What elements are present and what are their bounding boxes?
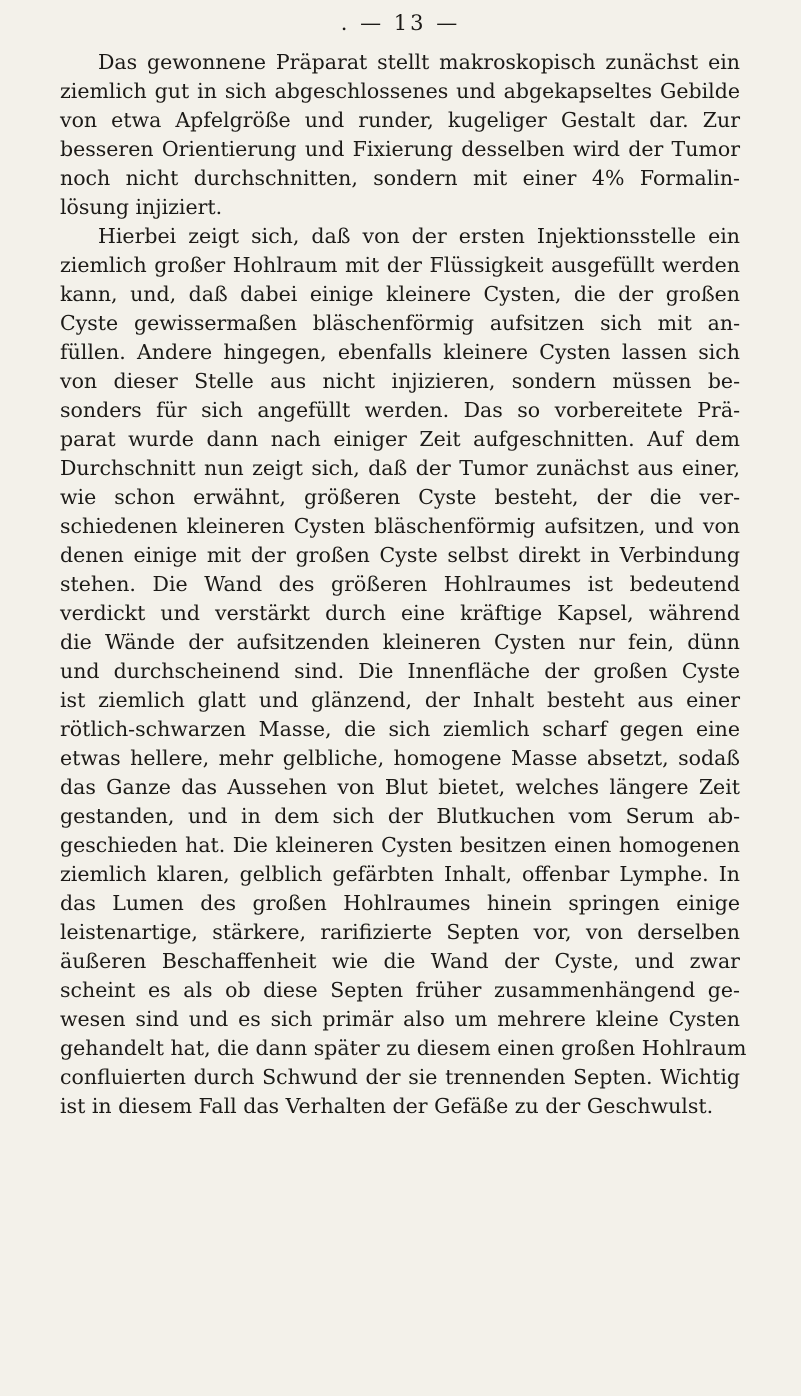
text-line: gestanden, und in dem sich der Blutkuchen vom Serum ab- xyxy=(60,804,740,828)
text-line: schiedenen kleineren Cysten bläschenförmig aufsitzen, und von xyxy=(60,514,740,538)
text-line: wie schon erwähnt, größeren Cyste besteht, der die ver- xyxy=(60,485,740,509)
text-line: besseren Orientierung und Fixierung desselben wird der Tumor xyxy=(60,137,740,161)
text-line: verdickt und verstärkt durch eine kräftige Kapsel, während xyxy=(60,601,740,625)
text-line: das Lumen des großen Hohlraumes hinein springen einige xyxy=(60,891,740,915)
text-line: noch nicht durchschnitten, sondern mit einer 4% Formalin- xyxy=(60,166,740,190)
text-line: etwas hellere, mehr gelbliche, homogene Masse absetzt, sodaß xyxy=(60,746,740,770)
text-line: von dieser Stelle aus nicht injizieren, sondern müssen be- xyxy=(60,369,740,393)
text-line: äußeren Beschaffenheit wie die Wand der Cyste, und zwar xyxy=(60,949,740,973)
text-line: ziemlich gut in sich abgeschlossenes und abgekapseltes Gebilde xyxy=(60,79,740,103)
text-line: parat wurde dann nach einiger Zeit aufgeschnitten. Auf dem xyxy=(60,427,740,451)
text-line: die Wände der aufsitzenden kleineren Cysten nur fein, dünn xyxy=(60,630,740,654)
text-line: leistenartige, stärkere, rarifizierte Septen vor, von derselben xyxy=(60,920,740,944)
text-line: Cyste gewissermaßen bläschenförmig aufsitzen sich mit an- xyxy=(60,311,740,335)
text-line: Hierbei zeigt sich, daß von der ersten Injektionsstelle ein xyxy=(98,224,740,248)
text-line: und durchscheinend sind. Die Innenfläche der großen Cyste xyxy=(60,659,740,683)
text-line: scheint es als ob diese Septen früher zusammenhängend ge- xyxy=(60,978,740,1002)
body-text xyxy=(60,48,747,1121)
text-line: ziemlich großer Hohlraum mit der Flüssigkeit ausgefüllt werden xyxy=(60,253,740,277)
text-line: das Ganze das Aussehen von Blut bietet, welches längere Zeit xyxy=(60,775,740,799)
text-line: rötlich-schwarzen Masse, die sich ziemlich scharf gegen eine xyxy=(60,717,740,741)
text-line: ist in diesem Fall das Verhalten der Gefäße zu der Geschwulst. xyxy=(60,1094,714,1118)
text-line: ist ziemlich glatt und glänzend, der Inhalt besteht aus einer xyxy=(60,688,740,712)
text-line: ziemlich klaren, gelblich gefärbten Inhalt, offenbar Lymphe. In xyxy=(60,862,740,886)
page-number: . — 13 — xyxy=(340,11,461,35)
text-line: sonders für sich angefüllt werden. Das so vorbereitete Prä- xyxy=(60,398,740,422)
text-line: geschieden hat. Die kleineren Cysten besitzen einen homogenen xyxy=(60,833,740,857)
text-line: füllen. Andere hingegen, ebenfalls kleinere Cysten lassen sich xyxy=(60,340,740,364)
text-line: confluierten durch Schwund der sie trennenden Septen. Wichtig xyxy=(60,1065,740,1089)
text-line: lösung injiziert. xyxy=(60,195,223,219)
text-line: von etwa Apfelgröße und runder, kugeliger Gestalt dar. Zur xyxy=(60,108,740,132)
text-line: wesen sind und es sich primär also um mehrere kleine Cysten xyxy=(60,1007,740,1031)
text-line: kann, und, daß dabei einige kleinere Cysten, die der großen xyxy=(60,282,740,306)
text-line: Das gewonnene Präparat stellt makroskopisch zunächst ein xyxy=(98,50,740,74)
text-line: denen einige mit der großen Cyste selbst direkt in Verbindung xyxy=(60,543,740,567)
text-line: Durchschnitt nun zeigt sich, daß der Tumor zunächst aus einer, xyxy=(60,456,740,480)
text-line: gehandelt hat, die dann später zu diesem einen großen Hohlraum xyxy=(60,1036,747,1060)
text-line: stehen. Die Wand des größeren Hohlraumes ist bedeutend xyxy=(60,572,740,596)
